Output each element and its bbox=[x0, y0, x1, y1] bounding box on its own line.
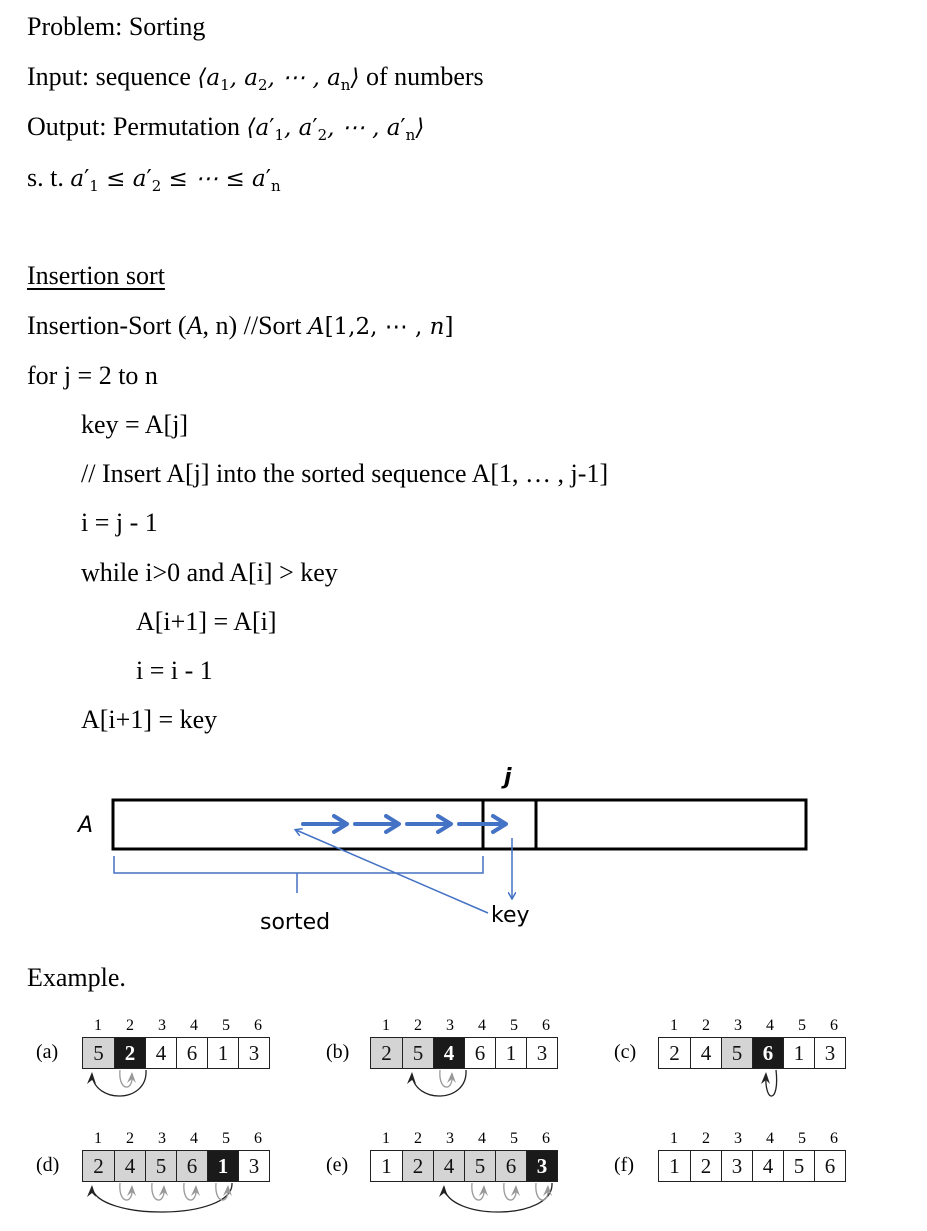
array-step-c bbox=[658, 1037, 846, 1069]
array-cell: 5 bbox=[145, 1151, 176, 1181]
step-label-b: (b) bbox=[326, 1041, 350, 1063]
code-line: while i>0 and A[i] > key bbox=[81, 558, 338, 587]
step-label-f: (f) bbox=[614, 1154, 634, 1176]
array-cell: 4 bbox=[114, 1151, 145, 1181]
sorted-label: sorted bbox=[260, 910, 331, 935]
array-cell: 4 bbox=[433, 1151, 464, 1181]
code-line: i = i - 1 bbox=[136, 656, 213, 685]
array-cell: 6 bbox=[464, 1038, 495, 1068]
algorithm-signature bbox=[27, 311, 453, 342]
step-label-d: (d) bbox=[36, 1154, 60, 1176]
index-row: 1 2 3 4 5 6 bbox=[670, 1130, 838, 1147]
array-cell: 1 bbox=[495, 1038, 526, 1068]
array-cell-key: 2 bbox=[114, 1038, 145, 1068]
step-label-a: (a) bbox=[36, 1041, 59, 1063]
array-cell: 3 bbox=[238, 1151, 269, 1181]
array-cell-key: 1 bbox=[207, 1151, 238, 1181]
array-label: A bbox=[78, 813, 94, 838]
array-cell-key: 3 bbox=[526, 1151, 557, 1181]
array-diagram-graphic bbox=[0, 760, 927, 950]
code-line: key = A[j] bbox=[81, 410, 189, 439]
array-cell: 3 bbox=[814, 1038, 845, 1068]
array-cell-key: 6 bbox=[752, 1038, 783, 1068]
array-cell: 2 bbox=[371, 1038, 402, 1068]
code-line: A[i+1] = key bbox=[81, 705, 218, 734]
array-cell: 3 bbox=[238, 1038, 269, 1068]
code-line: i = j - 1 bbox=[81, 508, 158, 537]
array-step-d bbox=[82, 1150, 270, 1182]
array-cell: 1 bbox=[207, 1038, 238, 1068]
array-step-a bbox=[82, 1037, 270, 1069]
array-cell: 5 bbox=[783, 1151, 814, 1181]
move-arrows-e bbox=[434, 1181, 634, 1226]
array-cell: 3 bbox=[526, 1038, 557, 1068]
index-row: 1 2 3 4 5 6 bbox=[382, 1017, 550, 1034]
array-cell: 3 bbox=[721, 1151, 752, 1181]
constraint-prefix: s. t. bbox=[27, 163, 64, 192]
index-j-label: j bbox=[504, 765, 512, 790]
array-cell: 1 bbox=[371, 1151, 402, 1181]
array-cell: 6 bbox=[814, 1151, 845, 1181]
input-suffix: of numbers bbox=[365, 62, 484, 91]
array-cell: 2 bbox=[690, 1151, 721, 1181]
signature-mid: , n) //Sort bbox=[202, 311, 308, 340]
output-sequence: $⟨a'_1$, $a'_2$, ⋯ , $a'_n⟩$ bbox=[246, 115, 425, 144]
array-cell: 1 bbox=[659, 1151, 690, 1181]
code-line: for j = 2 to n bbox=[27, 361, 158, 390]
step-label-c: (c) bbox=[614, 1041, 637, 1063]
array-cell: 5 bbox=[402, 1038, 433, 1068]
example-heading: Example. bbox=[27, 963, 126, 992]
array-cell: 5 bbox=[464, 1151, 495, 1181]
array-cell: 5 bbox=[721, 1038, 752, 1068]
constraint-expression: $a'_1 \le a'_2$ ≤ ⋯ ≤ $a'_n$ bbox=[70, 166, 281, 195]
code-line: A[i+1] = A[i] bbox=[136, 607, 277, 636]
array-cell: 4 bbox=[752, 1151, 783, 1181]
signature-prefix: Insertion-Sort ( bbox=[27, 311, 187, 340]
array-step-b bbox=[370, 1037, 558, 1069]
array-cell: 5 bbox=[83, 1038, 114, 1068]
signature-range: [1,2, ⋯ , n] bbox=[324, 314, 454, 340]
key-label: key bbox=[491, 903, 530, 928]
array-cell: 6 bbox=[495, 1151, 526, 1181]
move-arrows-d bbox=[82, 1181, 282, 1226]
insertion-diagram bbox=[0, 760, 927, 950]
signature-param-a: A bbox=[186, 311, 203, 340]
array-cell: 2 bbox=[83, 1151, 114, 1181]
input-line bbox=[27, 62, 484, 93]
array-cell: 2 bbox=[402, 1151, 433, 1181]
array-cell: 6 bbox=[176, 1038, 207, 1068]
code-comment: // Insert A[j] into the sorted sequence A[1, … , j-1] bbox=[81, 459, 609, 488]
signature-range-a: A bbox=[307, 314, 325, 340]
index-row: 1 2 3 4 5 6 bbox=[94, 1017, 262, 1034]
move-arrows-b bbox=[402, 1068, 602, 1108]
array-cell: 4 bbox=[690, 1038, 721, 1068]
input-prefix: Input: sequence bbox=[27, 62, 191, 91]
algorithm-heading: Insertion sort bbox=[27, 261, 165, 290]
array-cell-key: 4 bbox=[433, 1038, 464, 1068]
step-label-e: (e) bbox=[326, 1154, 349, 1176]
array-cell: 1 bbox=[783, 1038, 814, 1068]
array-step-f bbox=[658, 1150, 846, 1182]
constraint-line bbox=[27, 163, 281, 194]
index-row: 1 2 3 4 5 6 bbox=[670, 1017, 838, 1034]
index-row: 1 2 3 4 5 6 bbox=[94, 1130, 262, 1147]
input-sequence: $⟨a_1$, $a_2$, ⋯ , $a_n⟩$ bbox=[197, 65, 360, 94]
output-prefix: Output: Permutation bbox=[27, 112, 241, 141]
move-arrows-a bbox=[82, 1068, 282, 1108]
array-step-e bbox=[370, 1150, 558, 1182]
array-cell: 6 bbox=[176, 1151, 207, 1181]
array-cell: 2 bbox=[659, 1038, 690, 1068]
index-row: 1 2 3 4 5 6 bbox=[382, 1130, 550, 1147]
output-line bbox=[27, 112, 424, 143]
move-arrows-c bbox=[754, 1068, 814, 1108]
array-cell: 4 bbox=[145, 1038, 176, 1068]
problem-title: Problem: Sorting bbox=[27, 12, 206, 41]
